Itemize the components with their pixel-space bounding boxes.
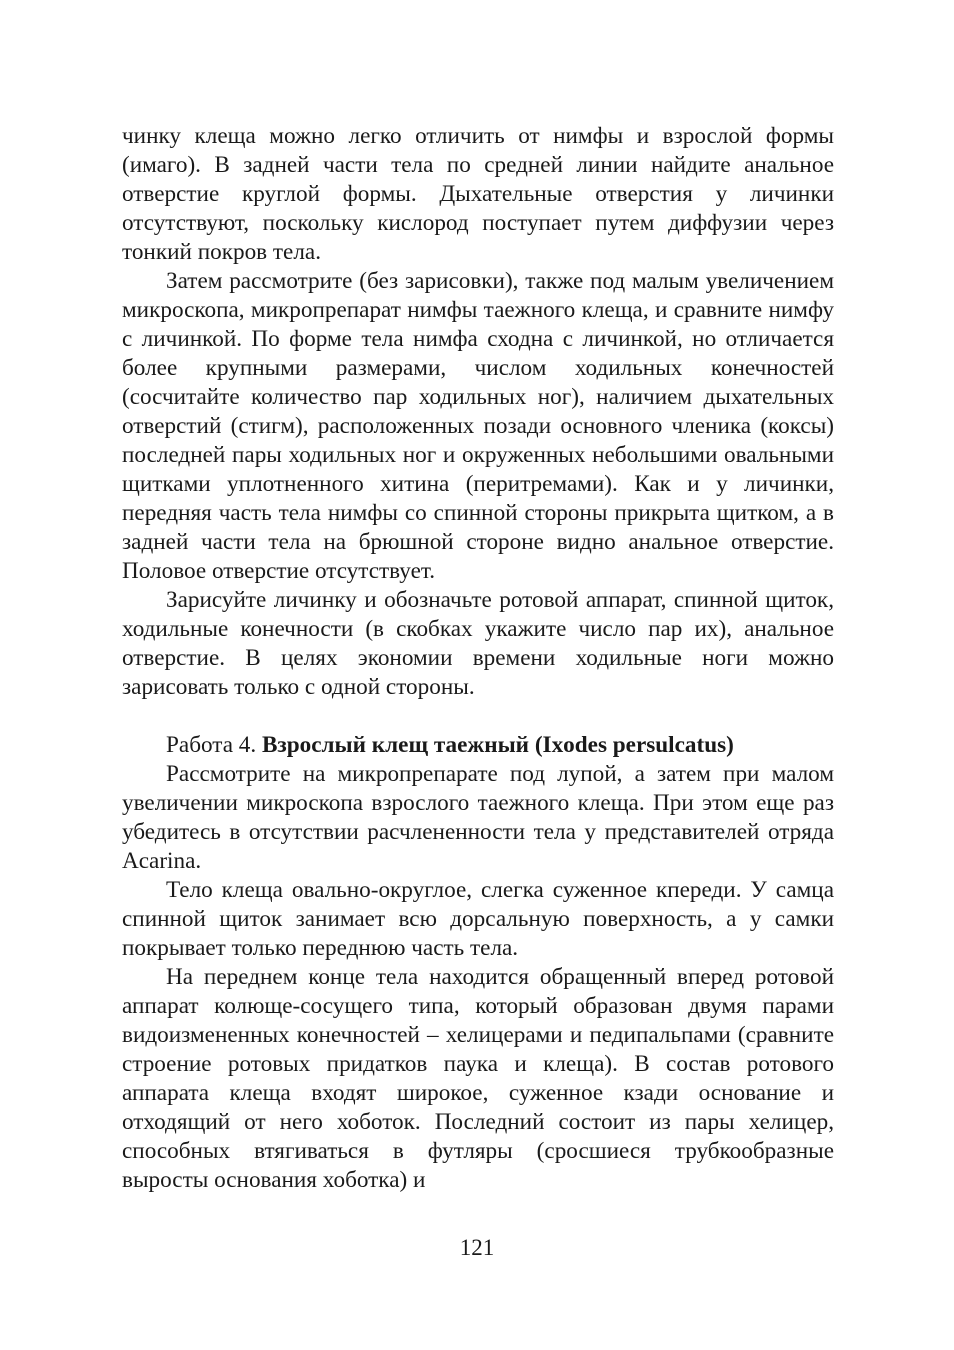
section-heading (122, 731, 834, 760)
paragraph-drawing-task: Зарисуйте личинку и обозначьте ротовой аппарат, спинной щиток, ходильные конечности (в скобках укажите число пар их), анальное отверстие. В целях экономии времени ходильные ноги можно зарисовать только с одной стороны. (122, 587, 834, 700)
paragraph-body-shape: Тело клеща овально-округлое, слегка суженное кпереди. У самца спинной щиток занимает всю дорсальную поверхность, а у самки покрывает только переднюю часть тела. (122, 877, 834, 961)
paragraph-nymph: Затем рассмотрите (без зарисовки), также под малым увеличением микроскопа, микропрепарат нимфы таежного клеща, и сравните нимфу с личинкой. По форме тела нимфа сходна с личинкой, но отличается более крупными размерами, числом ходильных конечностей (сосчитайте количество пар ходильных ног), наличием дыхательных отверстий (стигм), расположенных позади основного членика (коксы) последней пары ходильных ног и окруженных небольшими овальными щитками уплотненного хитина (перитремами). Как и у личинки, передняя часть тела нимфы со спинной стороны прикрыта щитком, а в задней части тела на брюшной стороне видно анальное отверстие. Половое отверстие отсутствует. (122, 268, 834, 584)
section-prefix: Работа 4. (166, 732, 257, 758)
paragraph-larva-end: чинку клеща можно легко отличить от нимфы и взрослой формы (имаго). В задней части тела по средней линии найдите анальное отверстие круглой формы. Дыхательные отверстия у личинки отсутствуют, поскольку кислород поступает путем диффузии через тонкий покров тела. (122, 123, 834, 265)
page-number: 121 (459, 1235, 495, 1260)
page-body (122, 122, 834, 1195)
paragraph-mouthparts: На переднем конце тела находится обращенный вперед ротовой аппарат колюще-сосущего типа, который образован двумя парами видоизмененных конечностей – хелицерами и педипальпами (сравните строение ротовых придатков паука и клеща). В состав ротового аппарата клеща входят широкое, суженное кзади основание и отходящий от него хоботок. Последний состоит из пары хелицер, способных втягиваться в футляры (сросшиеся трубкообразные выросты основания хоботка) и (122, 964, 834, 1193)
section-title: Взрослый клещ таежный (Ixodes persulcatus) (261, 732, 734, 758)
paragraph-adult-intro: Рассмотрите на микропрепарате под лупой, а затем при малом увеличении микроскопа взрослого таежного клеща. При этом еще раз убедитесь в отсутствии расчлененности тела у представителей отряда Acarina. (122, 761, 834, 874)
